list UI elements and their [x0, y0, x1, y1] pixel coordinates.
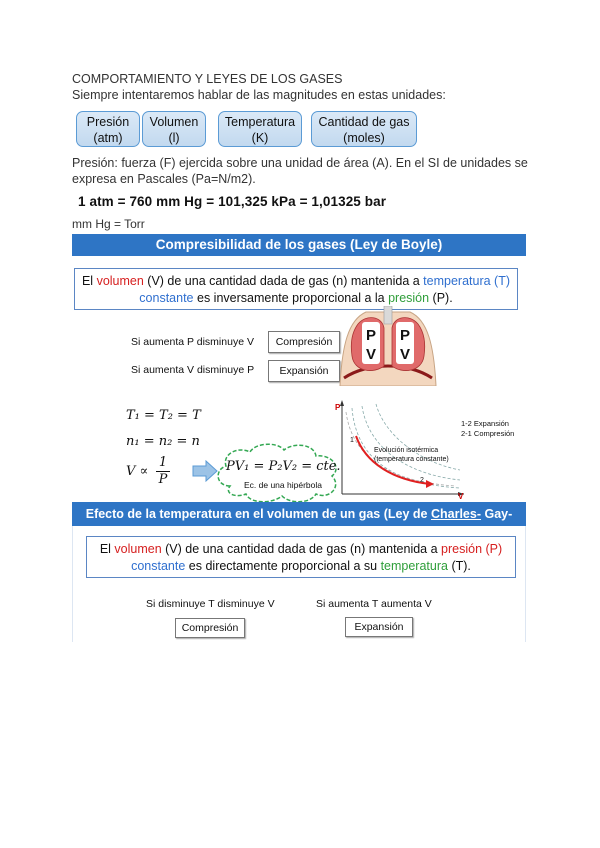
fraction-numerator: 1: [158, 455, 168, 470]
charles-compression-button: Compresión: [175, 618, 245, 638]
isotherm-graph: [332, 398, 528, 500]
unit-symbol: (moles): [343, 131, 385, 145]
lungs-illustration: [338, 306, 438, 386]
charles-expansion-button: Expansión: [345, 617, 413, 637]
intro-text: Siempre intentaremos hablar de las magnitudes en estas unidades:: [72, 88, 446, 102]
unit-name: Presión: [86, 115, 130, 129]
lung-label-p-left: P: [365, 327, 377, 344]
charles-title-band: Efecto de la temperatura en el volumen de un gas (Ley de Charles- Gay-: [72, 502, 526, 526]
graph-point-1: 1: [350, 437, 354, 444]
pressure-definition-line2: expresa en Pascales (Pa=N/m2).: [72, 172, 256, 186]
compression-button: Compresión: [268, 331, 340, 353]
expansion-button: Expansión: [268, 360, 340, 382]
equation-moles: n₁ = n₂ = n: [126, 434, 200, 449]
charles-rule-1: Si disminuye T disminuye V: [146, 598, 275, 610]
statement-line1: El volumen (V) de una cantidad dada de gas (n) mantenida a temperatura (T): [81, 274, 511, 288]
statement-line2: constante es directamente proporcional a su temperatura (T).: [131, 559, 471, 573]
boyle-rule-2: Si aumenta V disminuye P: [131, 364, 255, 376]
statement-line1: El volumen (V) de una cantidad dada de gas (n) mantenida a presión (P): [99, 542, 503, 556]
statement-line2: constante es inversamente proporcional a la presión (P).: [139, 291, 453, 305]
charles-rule-2: Si aumenta T aumenta V: [316, 598, 432, 610]
lung-label-v-right: V: [399, 346, 411, 363]
charles-law-statement: [86, 536, 516, 578]
fraction-denominator: P: [156, 471, 170, 487]
graph-annotation-2: (temperatura constante): [374, 456, 449, 463]
equation-temperature: T₁ = T₂ = T: [126, 408, 201, 423]
pressure-definition-line1: Presión: fuerza (F) ejercida sobre una unidad de área (A). En el SI de unidades se: [72, 156, 528, 170]
page-title: COMPORTAMIENTO Y LEYES DE LOS GASES: [72, 72, 343, 86]
unit-name: Cantidad de gas: [318, 115, 410, 129]
unit-symbol: (l): [168, 131, 180, 145]
unit-symbol: (atm): [93, 131, 123, 145]
graph-axis-v: V: [458, 492, 464, 500]
unit-box-temperature: [218, 111, 302, 147]
boyle-law-statement: [74, 268, 518, 310]
unit-box-volume: [142, 111, 206, 147]
graph-annotation-1: Evolución isotérmica: [374, 447, 439, 454]
boyle-rule-1: Si aumenta P disminuye V: [131, 336, 254, 348]
unit-symbol: (K): [251, 131, 269, 145]
graph-axis-p: P: [335, 403, 341, 412]
cloud-caption: Ec. de una hipérbola: [244, 480, 322, 490]
graph-legend-2: 2-1 Compresión: [461, 429, 515, 438]
equation-fraction: [156, 455, 170, 487]
unit-box-amount: [311, 111, 417, 147]
graph-legend-1: 1-2 Expansión: [461, 419, 509, 428]
torr-note: mm Hg = Torr: [72, 217, 145, 231]
equation-proportional-lhs: V ∝: [126, 464, 149, 479]
unit-name: Temperatura: [224, 115, 296, 129]
cloud-equation: PV₁ = P₂V₂ = cte.: [226, 459, 341, 474]
boyle-title-band: Compresibilidad de los gases (Ley de Boyle): [72, 234, 526, 256]
pressure-conversion: 1 atm = 760 mm Hg = 101,325 kPa = 1,01325 bar: [78, 194, 387, 209]
unit-box-pressure: [76, 111, 140, 147]
lung-label-v-left: V: [365, 346, 377, 363]
lung-label-p-right: P: [399, 327, 411, 344]
graph-point-2: 2: [420, 477, 424, 484]
unit-name: Volumen: [149, 115, 199, 129]
